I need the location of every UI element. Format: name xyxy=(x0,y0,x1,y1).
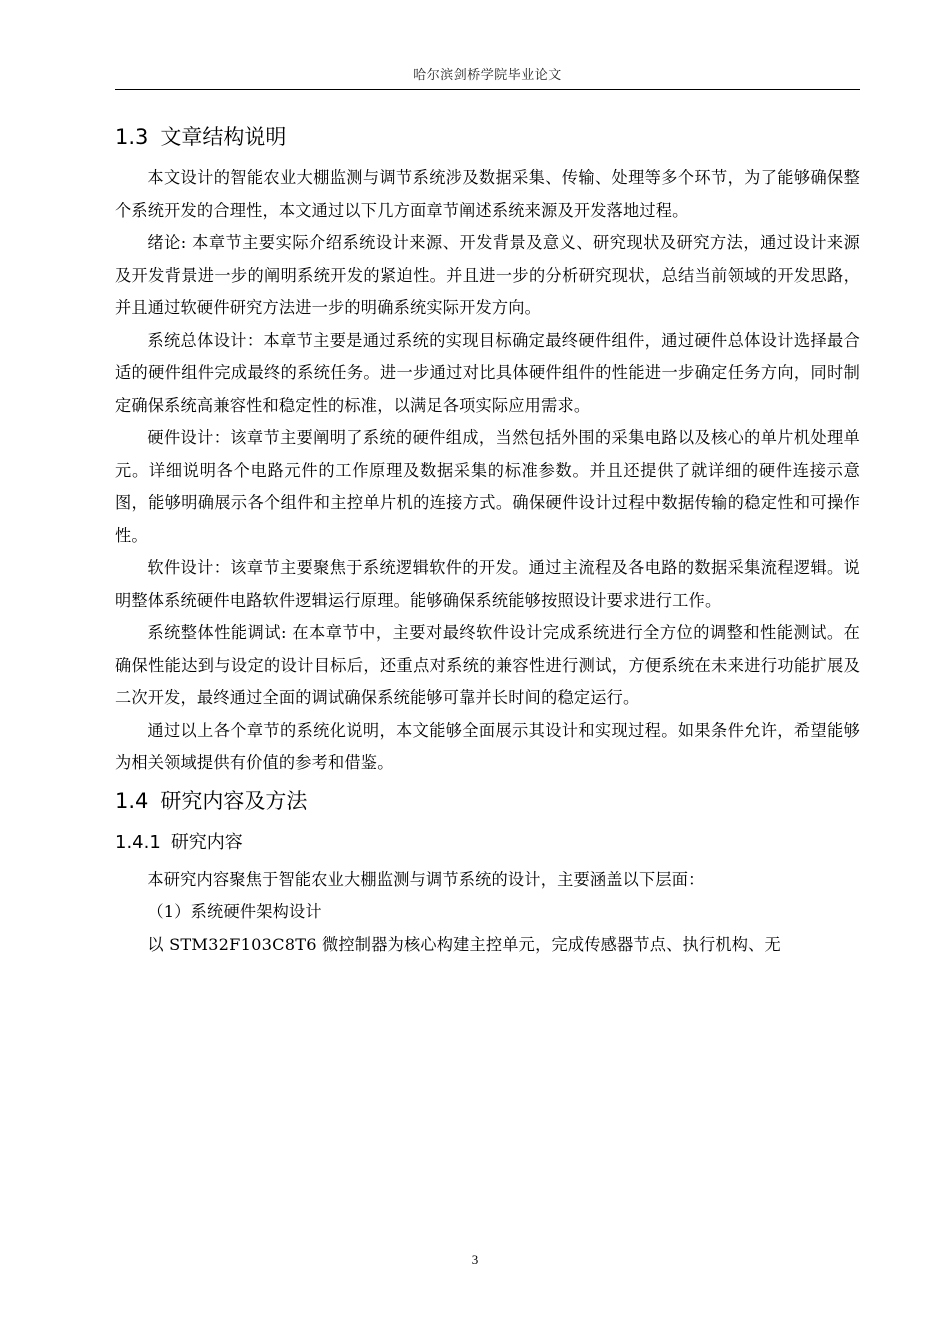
section-heading-1-3 xyxy=(115,120,860,154)
paragraph: 系统整体性能调试: 在本章节中，主要对最终软件设计完成系统进行全方位的调整和性能测试。在确保性能达到与设定的设计目标后，还重点对系统的兼容性进行测试，方便系统在未来进行功能扩展及二次开发，最终通过全面的调试确保系统能够可靠并长时间的稳定运行。 xyxy=(115,623,860,707)
running-header: 哈尔滨剑桥学院毕业论文 xyxy=(413,68,562,83)
section-heading-1-4 xyxy=(115,784,860,818)
paragraph: 系统总体设计：本章节主要是通过系统的实现目标确定最终硬件组件，通过硬件总体设计选择最合适的硬件组件完成最终的系统任务。进一步通过对比具体硬件组件的性能进一步确定任务方向，同时制定确保系统高兼容性和稳定性的标准，以满足各项实际应用需求。 xyxy=(115,330,860,415)
paragraph: 本研究内容聚焦于智能农业大棚监测与调节系统的设计，主要涵盖以下层面： xyxy=(147,869,705,889)
paragraph: 本文设计的智能农业大棚监测与调节系统涉及数据采集、传输、处理等多个环节，为了能够确保整个系统开发的合理性，本文通过以下几方面章节阐述系统来源及开发落地过程。 xyxy=(115,168,860,220)
page-content xyxy=(115,120,860,961)
paragraph: 硬件设计：该章节主要阐明了系统的硬件组成，当然包括外围的采集电路以及核心的单片机处理单元。详细说明各个电路元件的工作原理及数据采集的标准参数。并且还提供了就详细的硬件连接示意图，能够明确展示各个组件和主控单片机的连接方式。确保硬件设计过程中数据传输的稳定性和可操作性。 xyxy=(115,428,860,545)
subsection-number: 1.4.1 xyxy=(115,831,161,853)
paragraph: 以 STM32F103C8T6 微控制器为核心构建主控单元，完成传感器节点、执行机构、无 xyxy=(147,934,781,954)
section-title: 研究内容及方法 xyxy=(160,788,308,813)
paragraph: 软件设计：该章节主要聚焦于系统逻辑软件的开发。通过主流程及各电路的数据采集流程逻辑。说明整体系统硬件电路软件逻辑运行原理。能够确保系统能够按照设计要求进行工作。 xyxy=(115,558,860,610)
header-rule xyxy=(115,89,860,90)
paragraph: 绪论: 本章节主要实际介绍系统设计来源、开发背景及意义、研究现状及研究方法，通过设计来源及开发背景进一步的阐明系统开发的紧迫性。并且进一步的分析研究现状，总结当前领域的开发思路，并且通过软硬件研究方法进一步的明确系统实际开发方向。 xyxy=(115,233,860,317)
section-number: 1.4 xyxy=(115,788,149,813)
subsection-title: 研究内容 xyxy=(170,831,243,853)
paragraph: 通过以上各个章节的系统化说明，本文能够全面展示其设计和实现过程。如果条件允许，希望能够为相关领域提供有价值的参考和借鉴。 xyxy=(115,720,860,772)
subsection-heading-1-4-1 xyxy=(115,828,860,858)
section-title: 文章结构说明 xyxy=(160,125,287,149)
list-item-heading: （1）系统硬件架构设计 xyxy=(147,902,322,921)
page-number: 3 xyxy=(471,1252,479,1267)
section-number: 1.3 xyxy=(115,125,149,149)
